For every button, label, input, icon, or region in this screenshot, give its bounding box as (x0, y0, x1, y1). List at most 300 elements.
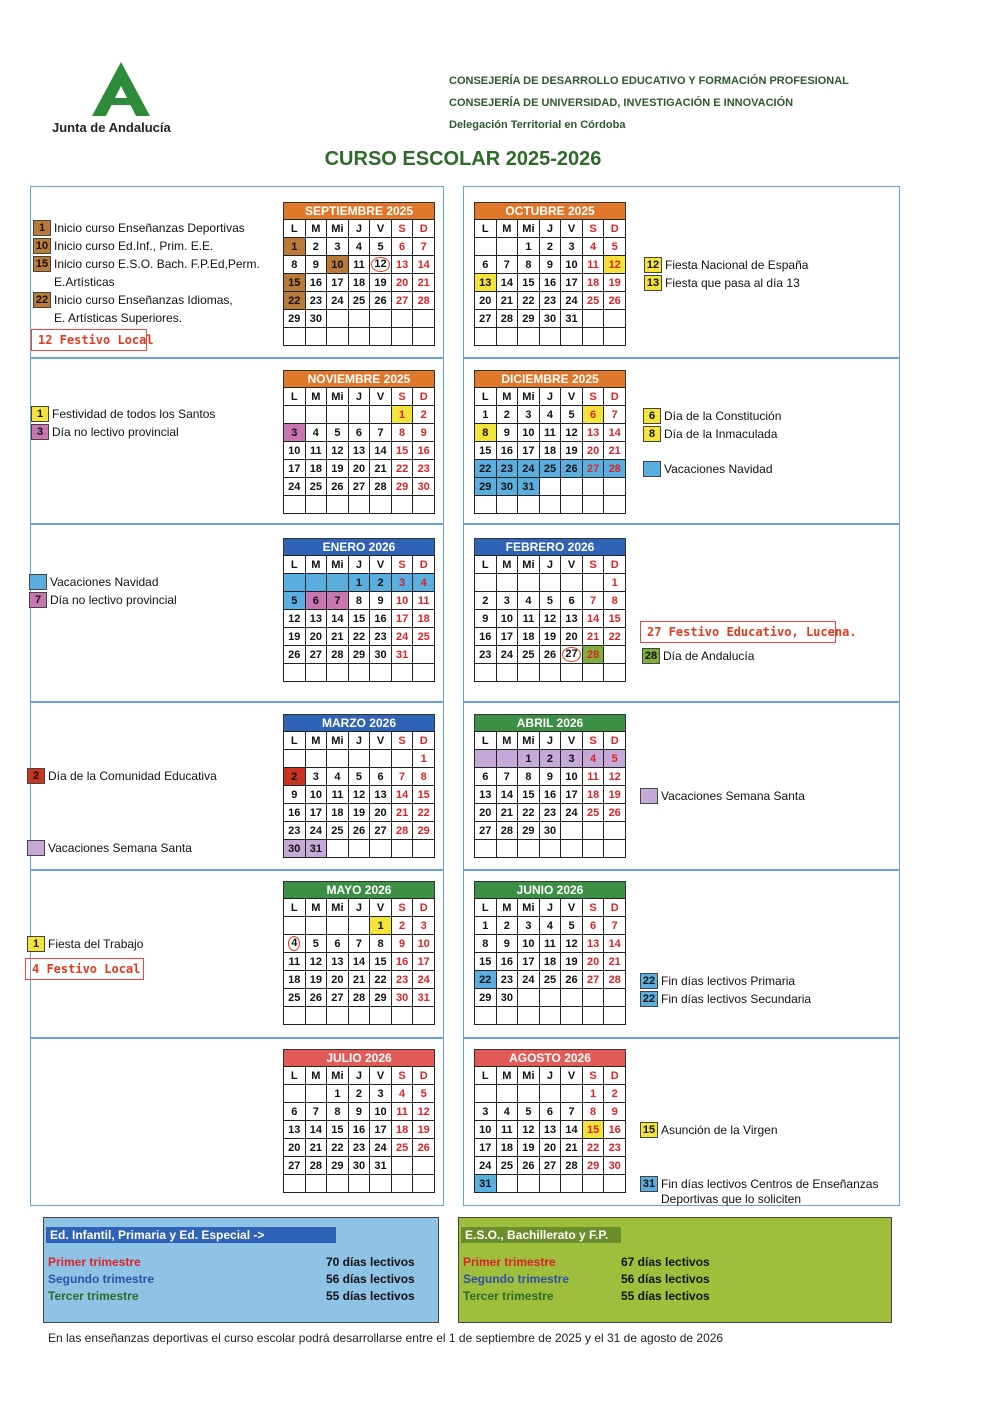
day-cell: 23 (413, 460, 435, 478)
empty-cell (561, 328, 583, 346)
junta-logo (52, 60, 192, 140)
day-cell: 17 (561, 786, 583, 804)
weekday-header: J (539, 556, 561, 574)
day-cell: 26 (518, 1157, 540, 1175)
day-cell: 27 (348, 478, 370, 496)
day-cell: 28 (496, 310, 518, 328)
weekday-header: Mi (327, 1067, 349, 1085)
empty-cell (413, 328, 435, 346)
day-cell: 11 (496, 1121, 518, 1139)
day-cell: 14 (305, 1121, 327, 1139)
day-cell: 14 (370, 442, 392, 460)
legend-item (640, 1191, 801, 1206)
day-cell: 30 (604, 1157, 626, 1175)
day-cell: 24 (413, 971, 435, 989)
empty-cell (604, 478, 626, 496)
day-cell: 18 (284, 971, 306, 989)
weekday-header: J (539, 388, 561, 406)
empty-cell (413, 1175, 435, 1193)
calendar-august (474, 1049, 626, 1193)
weekday-header: L (475, 220, 497, 238)
day-cell: 1 (327, 1085, 349, 1103)
empty-cell (582, 496, 604, 514)
day-cell: 12 (561, 424, 583, 442)
legend-swatch: 13 (644, 275, 662, 291)
day-cell: 7 (348, 935, 370, 953)
day-cell: 2 (539, 750, 561, 768)
weekday-header: D (604, 388, 626, 406)
day-cell: 5 (561, 917, 583, 935)
empty-cell (582, 989, 604, 1007)
legend-swatch: 6 (643, 408, 661, 424)
day-cell: 2 (496, 406, 518, 424)
day-cell: 1 (582, 1085, 604, 1103)
day-cell: 8 (327, 1103, 349, 1121)
empty-cell (305, 496, 327, 514)
day-cell: 17 (327, 274, 349, 292)
day-cell: 8 (604, 592, 626, 610)
empty-cell (327, 917, 349, 935)
weekday-header: Mi (327, 388, 349, 406)
legend-swatch: 12 (644, 257, 662, 273)
month-title: NOVIEMBRE 2025 (283, 370, 435, 387)
day-cell: 20 (327, 971, 349, 989)
day-cell: 5 (305, 935, 327, 953)
empty-cell (582, 1007, 604, 1025)
weekday-header: J (539, 732, 561, 750)
council-line: CONSEJERÍA DE DESARROLLO EDUCATIVO Y FORMACIÓN PROFESIONAL (449, 75, 849, 87)
day-cell: 14 (561, 1121, 583, 1139)
empty-cell (391, 1175, 413, 1193)
empty-cell (327, 328, 349, 346)
empty-cell (391, 496, 413, 514)
day-cell: 15 (327, 1121, 349, 1139)
day-cell: 15 (475, 442, 497, 460)
day-cell: 2 (391, 917, 413, 935)
day-cell: 15 (604, 610, 626, 628)
day-cell: 10 (496, 610, 518, 628)
day-cell: 12 (348, 786, 370, 804)
day-cell: 27 (561, 646, 583, 664)
day-cell: 1 (518, 750, 540, 768)
day-cell: 17 (413, 953, 435, 971)
empty-cell (561, 1007, 583, 1025)
legend-text: Fiesta del Trabajo (48, 937, 144, 951)
day-cell: 12 (305, 953, 327, 971)
day-cell: 16 (604, 1121, 626, 1139)
day-cell: 18 (582, 274, 604, 292)
summary-value: 55 días lectivos (326, 1289, 415, 1303)
day-cell: 28 (561, 1157, 583, 1175)
legend-item (29, 592, 177, 608)
legend-item (31, 424, 179, 440)
empty-cell (475, 840, 497, 858)
day-cell: 20 (284, 1139, 306, 1157)
day-cell: 10 (518, 424, 540, 442)
empty-cell (582, 1175, 604, 1193)
legend-item (644, 257, 808, 273)
day-cell: 8 (413, 768, 435, 786)
weekday-header: V (561, 899, 583, 917)
legend-swatch: 8 (643, 426, 661, 442)
empty-cell (582, 664, 604, 682)
weekday-header: Mi (518, 220, 540, 238)
legend-item (27, 768, 217, 784)
legend-swatch (643, 461, 661, 477)
day-cell: 12 (327, 442, 349, 460)
empty-cell (561, 822, 583, 840)
empty-cell (539, 1085, 561, 1103)
month-title: MARZO 2026 (283, 714, 435, 731)
day-cell: 13 (391, 256, 413, 274)
day-cell: 18 (539, 442, 561, 460)
empty-cell (539, 574, 561, 592)
day-cell: 11 (582, 256, 604, 274)
empty-cell (370, 1175, 392, 1193)
day-cell: 18 (391, 1121, 413, 1139)
day-cell: 29 (582, 1157, 604, 1175)
weekday-header: S (391, 1067, 413, 1085)
day-cell: 30 (305, 310, 327, 328)
day-cell: 13 (475, 786, 497, 804)
day-cell: 16 (539, 274, 561, 292)
legend-text: Festividad de todos los Santos (52, 407, 216, 421)
day-cell: 7 (604, 917, 626, 935)
empty-cell (348, 840, 370, 858)
legend-text: Día de la Constitución (664, 409, 782, 423)
empty-cell (391, 1007, 413, 1025)
day-cell: 12 (370, 256, 392, 274)
day-cell: 16 (496, 953, 518, 971)
day-cell: 25 (539, 460, 561, 478)
day-cell: 6 (284, 1103, 306, 1121)
weekday-header: D (413, 732, 435, 750)
empty-cell (305, 574, 327, 592)
empty-cell (348, 496, 370, 514)
legend-swatch (27, 840, 45, 856)
weekday-header: M (305, 556, 327, 574)
day-cell: 10 (561, 768, 583, 786)
day-cell: 14 (413, 256, 435, 274)
weekday-header: S (582, 388, 604, 406)
empty-cell (539, 1007, 561, 1025)
day-cell: 24 (496, 646, 518, 664)
day-cell: 12 (604, 256, 626, 274)
month-title: DICIEMBRE 2025 (474, 370, 626, 387)
day-cell: 17 (475, 1139, 497, 1157)
legend-item (27, 936, 143, 952)
day-cell: 21 (561, 1139, 583, 1157)
empty-cell (284, 496, 306, 514)
day-cell: 27 (582, 460, 604, 478)
day-cell: 31 (518, 478, 540, 496)
day-cell: 16 (496, 442, 518, 460)
legend-swatch: 1 (33, 220, 51, 236)
day-cell: 2 (284, 768, 306, 786)
empty-cell (518, 496, 540, 514)
day-cell: 2 (370, 574, 392, 592)
weekday-header: Mi (518, 388, 540, 406)
day-cell: 30 (370, 646, 392, 664)
day-cell: 18 (305, 460, 327, 478)
empty-cell (604, 310, 626, 328)
empty-cell (413, 310, 435, 328)
empty-cell (284, 664, 306, 682)
empty-cell (370, 1007, 392, 1025)
weekday-header: M (496, 899, 518, 917)
day-cell: 12 (413, 1103, 435, 1121)
legend-item (640, 973, 795, 989)
day-cell: 19 (348, 804, 370, 822)
day-cell: 29 (413, 822, 435, 840)
day-cell: 4 (539, 917, 561, 935)
day-cell: 29 (518, 310, 540, 328)
weekday-header: M (305, 1067, 327, 1085)
day-cell: 13 (327, 953, 349, 971)
day-cell: 10 (305, 786, 327, 804)
day-cell: 1 (475, 917, 497, 935)
empty-cell (496, 1085, 518, 1103)
weekday-header: J (539, 220, 561, 238)
day-cell: 11 (327, 786, 349, 804)
summary-value: 70 días lectivos (326, 1255, 415, 1269)
empty-cell (327, 406, 349, 424)
day-cell: 30 (391, 989, 413, 1007)
weekday-header: Mi (327, 732, 349, 750)
empty-cell (305, 406, 327, 424)
day-cell: 9 (305, 256, 327, 274)
day-cell: 2 (348, 1085, 370, 1103)
empty-cell (391, 310, 413, 328)
weekday-header: J (348, 1067, 370, 1085)
empty-cell (327, 496, 349, 514)
legend-text: Fiesta Nacional de España (665, 258, 809, 272)
empty-cell (305, 1007, 327, 1025)
day-cell: 19 (370, 274, 392, 292)
day-cell: 6 (582, 406, 604, 424)
day-cell: 24 (561, 292, 583, 310)
day-cell: 31 (413, 989, 435, 1007)
day-cell: 28 (305, 1157, 327, 1175)
legend-swatch (29, 574, 47, 590)
legend-item (640, 1176, 878, 1192)
day-cell: 3 (370, 1085, 392, 1103)
empty-cell (305, 1085, 327, 1103)
day-cell: 7 (370, 424, 392, 442)
legend-swatch: 2 (27, 768, 45, 784)
day-cell: 16 (370, 610, 392, 628)
empty-cell (604, 1007, 626, 1025)
empty-cell (391, 750, 413, 768)
empty-cell (413, 646, 435, 664)
day-cell: 28 (413, 292, 435, 310)
weekday-header: Mi (327, 899, 349, 917)
day-cell: 3 (561, 750, 583, 768)
empty-cell (475, 750, 497, 768)
legend-swatch: 15 (33, 256, 51, 272)
day-cell: 2 (604, 1085, 626, 1103)
day-cell: 6 (348, 424, 370, 442)
empty-cell (327, 1175, 349, 1193)
day-cell: 25 (539, 971, 561, 989)
day-cell: 25 (284, 989, 306, 1007)
day-cell: 5 (348, 768, 370, 786)
day-cell: 15 (475, 953, 497, 971)
day-cell: 23 (539, 804, 561, 822)
empty-cell (391, 328, 413, 346)
day-cell: 26 (604, 292, 626, 310)
month-title: MAYO 2026 (283, 881, 435, 898)
day-cell: 26 (561, 971, 583, 989)
weekday-header: M (496, 388, 518, 406)
day-cell: 25 (582, 292, 604, 310)
weekday-header: D (604, 1067, 626, 1085)
day-cell: 1 (475, 406, 497, 424)
day-cell: 15 (370, 953, 392, 971)
legend-item (640, 788, 805, 804)
day-cell: 5 (518, 1103, 540, 1121)
day-cell: 30 (284, 840, 306, 858)
weekday-header: S (582, 220, 604, 238)
day-cell: 7 (582, 592, 604, 610)
empty-cell (496, 328, 518, 346)
day-cell: 23 (348, 1139, 370, 1157)
day-cell: 10 (561, 256, 583, 274)
day-cell: 15 (582, 1121, 604, 1139)
day-cell: 16 (391, 953, 413, 971)
summary-label: Tercer trimestre (463, 1289, 554, 1303)
month-title: JULIO 2026 (283, 1049, 435, 1066)
day-cell: 1 (348, 574, 370, 592)
empty-cell (518, 989, 540, 1007)
empty-cell (496, 496, 518, 514)
day-cell: 22 (518, 292, 540, 310)
day-cell: 19 (327, 460, 349, 478)
day-cell: 27 (327, 989, 349, 1007)
day-cell: 5 (604, 750, 626, 768)
summary-label: Segundo trimestre (463, 1272, 570, 1286)
month-title: ABRIL 2026 (474, 714, 626, 731)
legend-text: Día de Andalucía (663, 649, 755, 663)
weekday-header: D (604, 556, 626, 574)
empty-cell (561, 664, 583, 682)
day-cell: 3 (496, 592, 518, 610)
legend-item (643, 408, 781, 424)
day-cell: 14 (391, 786, 413, 804)
day-cell: 14 (496, 274, 518, 292)
weekday-header: D (413, 1067, 435, 1085)
day-cell: 24 (391, 628, 413, 646)
day-cell: 21 (604, 953, 626, 971)
empty-cell (496, 1175, 518, 1193)
month-title: OCTUBRE 2025 (474, 202, 626, 219)
weekday-header: Mi (327, 220, 349, 238)
empty-cell (475, 496, 497, 514)
day-cell: 25 (327, 822, 349, 840)
weekday-header: M (305, 220, 327, 238)
day-cell: 20 (348, 460, 370, 478)
day-cell: 6 (305, 592, 327, 610)
day-cell: 11 (348, 256, 370, 274)
empty-cell (604, 328, 626, 346)
empty-cell (348, 664, 370, 682)
day-cell: 22 (518, 804, 540, 822)
empty-cell (539, 664, 561, 682)
day-cell: 20 (475, 292, 497, 310)
empty-cell (475, 664, 497, 682)
empty-cell (518, 1007, 540, 1025)
day-cell: 8 (582, 1103, 604, 1121)
summary-primary (43, 1217, 439, 1323)
weekday-header: V (561, 220, 583, 238)
legend-item (644, 275, 800, 291)
empty-cell (284, 917, 306, 935)
empty-cell (370, 406, 392, 424)
calendar-october (474, 202, 626, 346)
weekday-header: L (475, 388, 497, 406)
calendar-may (283, 881, 435, 1025)
day-cell: 6 (539, 1103, 561, 1121)
day-cell: 4 (496, 1103, 518, 1121)
day-cell: 23 (305, 292, 327, 310)
legend-swatch: 10 (33, 238, 51, 254)
weekday-header: J (348, 899, 370, 917)
day-cell: 3 (518, 917, 540, 935)
empty-cell (348, 917, 370, 935)
day-cell: 6 (327, 935, 349, 953)
legend-item (643, 426, 777, 442)
day-cell: 14 (604, 424, 626, 442)
summary-value: 55 días lectivos (621, 1289, 710, 1303)
empty-cell (475, 574, 497, 592)
day-cell: 14 (348, 953, 370, 971)
day-cell: 27 (391, 292, 413, 310)
day-cell: 10 (370, 1103, 392, 1121)
weekday-header: M (496, 556, 518, 574)
day-cell: 9 (348, 1103, 370, 1121)
day-cell: 30 (539, 822, 561, 840)
weekday-header: D (413, 899, 435, 917)
legend-item (33, 238, 213, 254)
day-cell: 21 (413, 274, 435, 292)
day-cell: 28 (496, 822, 518, 840)
empty-cell (284, 328, 306, 346)
day-cell: 30 (496, 989, 518, 1007)
day-cell: 19 (604, 786, 626, 804)
empty-cell (561, 496, 583, 514)
day-cell: 30 (413, 478, 435, 496)
day-cell: 7 (561, 1103, 583, 1121)
day-cell: 17 (305, 804, 327, 822)
weekday-header: Mi (518, 556, 540, 574)
empty-cell (305, 328, 327, 346)
day-cell: 16 (284, 804, 306, 822)
footer-note: En las enseñanzas deportivas el curso escolar podrá desarrollarse entre el 1 de septiembre de 2025 y el 31 de agosto de 2026 (48, 1331, 724, 1345)
day-cell: 19 (561, 442, 583, 460)
day-cell: 27 (582, 971, 604, 989)
day-cell: 7 (391, 768, 413, 786)
day-cell: 6 (391, 238, 413, 256)
day-cell: 26 (370, 292, 392, 310)
day-cell: 8 (518, 768, 540, 786)
day-cell: 18 (518, 628, 540, 646)
day-cell: 4 (284, 935, 306, 953)
weekday-header: V (370, 1067, 392, 1085)
day-cell: 5 (561, 406, 583, 424)
day-cell: 1 (284, 238, 306, 256)
day-cell: 16 (348, 1121, 370, 1139)
legend-text: Fin días lectivos Secundaria (661, 992, 812, 1006)
